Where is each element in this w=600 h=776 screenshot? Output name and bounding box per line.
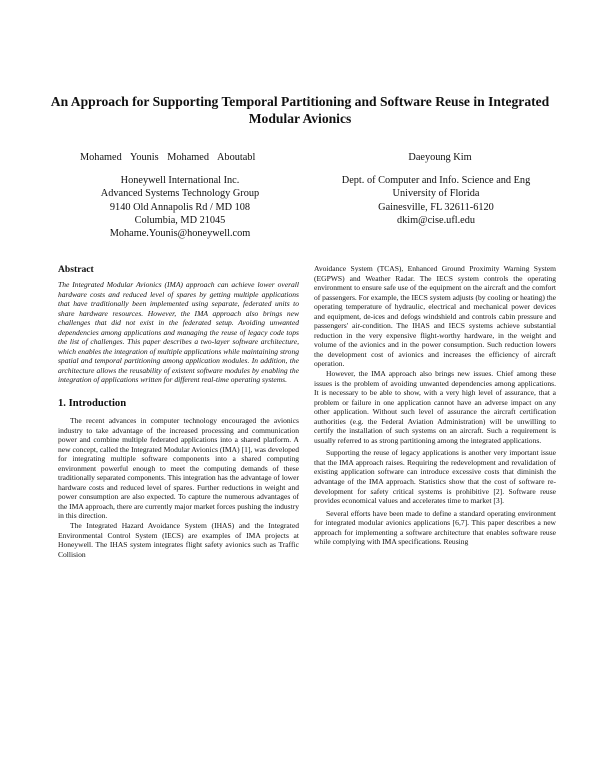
affiliation-line: Honeywell International Inc. — [120, 175, 240, 186]
intro-paragraph-1: The recent advances in computer technology encouraged the avionics industry to take advantage of the increased processing and communication power and combine multiple federated applications into a shared platform. A new concept, called the Integrated Modular Avionics (IMA) [1], was developed for integrating multiple software components into a shared computing environment powerful enough to meet the computing demands of these traditionally separated components. This integration has the advantage of lower hardware costs and reduced level of spares. Further reductions in weight and power consumption are also expected. To capture the numerous advantages of the IMA approach, there are currently major market forces pushing the industry in this direction. — [58, 416, 299, 521]
affiliation-line: University of Florida — [392, 188, 480, 200]
right-column — [314, 264, 556, 547]
abstract-text: The Integrated Modular Avionics (IMA) approach can achieve lower overall hardware costs and reduced level of spares by getting multiple applications that have traditionally been implemented using separate, federated units to share hardware resources. However, the IMA approach also brings new challenges that did not exist in the federated setup. Avoiding unwanted dependencies among applications and managing the reuse of legacy code tops the list of challenges. This paper describes a two-layer software architecture, which enables the integration of multiple applications while maintaining strong spatial and temporal partitioning among application modules. In addition, the architecture allows the reusability of existent software modules by enabling the integration of applications written for different real-time operating systems. — [58, 280, 299, 385]
affiliation-line: 9140 Old Annapolis Rd / MD 108 — [109, 201, 251, 213]
affiliation-left — [80, 174, 280, 240]
body-paragraph-1: Avoidance System (TCAS), Enhanced Ground Proximity Warning System (EGPWS) and Weather Radar. The IECS system controls the operating environment to ensure safe use of the equipment on the aircraft and the comfort of passengers. For example, the IECS system adjusts (by cooling or heating) the operating temperature of hydraulic, electrical and mechanical power devices and equipment, de-ices and defogs windshield and controls cabin pressure and passengers' air-condition. The IHAS and IECS systems achieve substantial reduction in the very expensive flight-worthy hardware, in the weight and volume of the avionics and in the power consumption. Such reduction lowers the development cost of avionics and increases the efficiency of aircraft operation. — [314, 264, 556, 369]
intro-paragraph-2: The Integrated Hazard Avoidance System (IHAS) and the Integrated Environmental Control System (IECS) are examples of IMA projects at Honeywell. The IHAS system integrates flight safety avionics such as Traffic Collision — [58, 521, 299, 559]
author-email: dkim@cise.ufl.edu — [396, 214, 476, 226]
abstract-heading: Abstract — [58, 264, 94, 275]
authors-right: Daeyoung Kim — [408, 152, 472, 163]
left-column — [58, 264, 299, 559]
affiliation-line: Advanced Systems Technology Group — [100, 188, 260, 200]
section-heading-introduction: 1. Introduction — [58, 398, 127, 410]
body-paragraph-3: Supporting the reuse of legacy applications is another very important issue that the IMA approach raises. Requiring the redevelopment and revalidation of existing application software can introduce excessive costs that diminish the advantage of the IMA approach. Statistics show that the cost of software re-development for safety critical systems is prohibitive [2]. Software reuse provides economical values and accelerates time to market [3]. — [314, 448, 556, 506]
affiliation-right — [318, 174, 554, 227]
affiliation-line: Columbia, MD 21045 — [134, 214, 226, 226]
affiliation-line: Dept. of Computer and Info. Science and Eng — [341, 175, 531, 186]
author-email: Mohame.Younis@honeywell.com — [109, 228, 251, 240]
body-paragraph-2: However, the IMA approach also brings new issues. Chief among these issues is the problem of avoiding unwanted dependencies among applications. It is necessary to be able to show, with a very high level of assurance, that a problem or failure in one application cannot have an adverse impact on any other application. Without such level of assurance the aircraft certification authorities (e.g. the Federal Aviation Administration) will be unwilling to certify the installation of such systems on an aircraft. Such a requirement is usually referred to as strong partitioning among the integrated applications. — [314, 369, 556, 445]
body-paragraph-4: Several efforts have been made to define a standard operating environment for integrated modular avionics applications [6,7]. This paper describes a new approach for implementing a software architecture that enables software reuse while complying with IMA specifications. Reusing — [314, 508, 556, 547]
affiliation-line: Gainesville, FL 32611-6120 — [378, 201, 494, 213]
paper-title: An Approach for Supporting Temporal Partitioning and Software Reuse in Integrated Modular Avionics — [50, 94, 550, 126]
authors-left: Mohamed Younis Mohamed Aboutabl — [80, 152, 256, 163]
